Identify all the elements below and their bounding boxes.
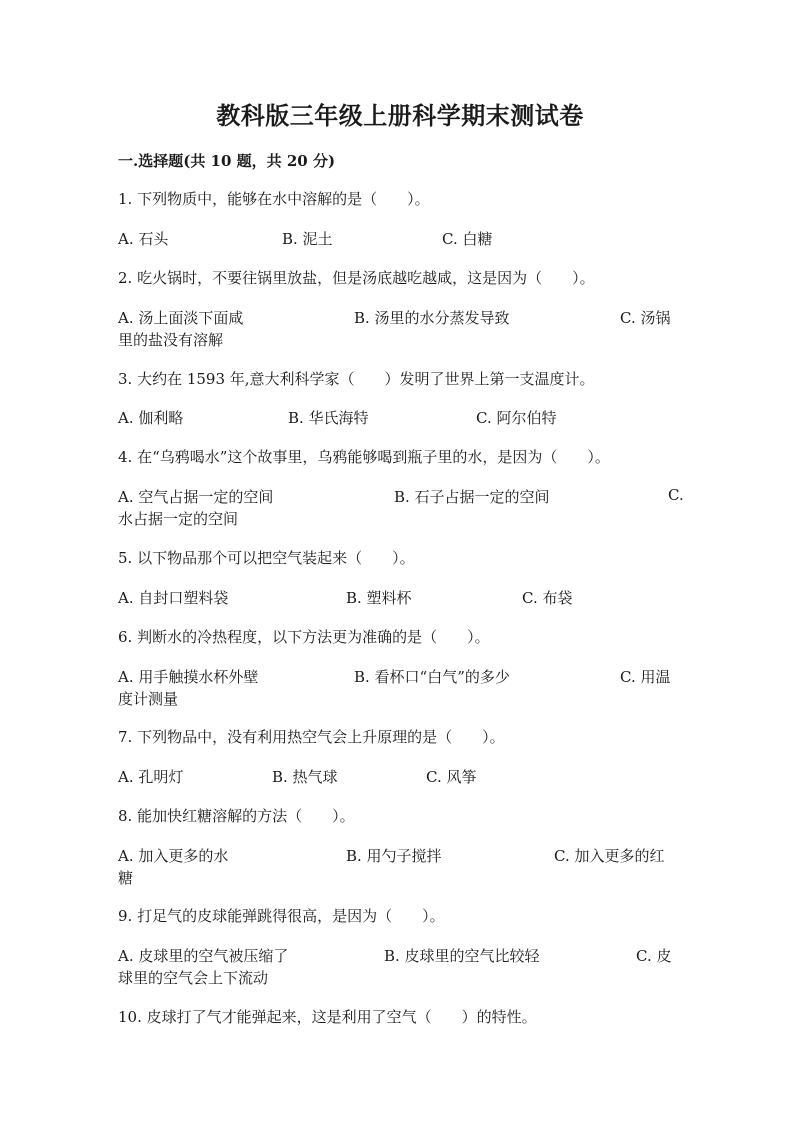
- question-8: 8. 能加快红糖溶解的方法（ ）。: [118, 807, 355, 825]
- option-continuation: 球里的空气会上下流动: [118, 969, 269, 987]
- option-b: B. 看杯口“白气”的多少: [354, 668, 510, 686]
- option-c: C. 白糖: [442, 230, 493, 248]
- option-b: B. 热气球: [272, 768, 338, 786]
- option-a: A. 加入更多的水: [118, 847, 229, 865]
- options-4: [118, 486, 684, 530]
- option-c: C.: [668, 486, 684, 504]
- option-a: A. 自封口塑料袋: [118, 589, 229, 607]
- question-10: 10. 皮球打了气才能弹起来，这是利用了空气（ ）的特性。: [118, 1008, 537, 1026]
- option-a: A. 石头: [118, 230, 169, 248]
- options-5: [118, 587, 684, 609]
- page-title: 教科版三年级上册科学期末测试卷: [216, 101, 584, 130]
- question-2: 2. 吃火锅时，不要往锅里放盐，但是汤底越吃越咸，这是因为（ ）。: [118, 269, 595, 287]
- option-c: C. 用温: [620, 668, 671, 686]
- option-a: A. 孔明灯: [118, 768, 184, 786]
- options-3: [118, 407, 684, 429]
- option-c: C. 皮: [636, 947, 672, 965]
- option-b: B. 汤里的水分蒸发导致: [354, 309, 510, 327]
- options-9: [118, 945, 684, 989]
- option-c: C. 阿尔伯特: [476, 409, 557, 427]
- option-a: A. 皮球里的空气被压缩了: [118, 947, 289, 965]
- option-b: B. 石子占据一定的空间: [394, 488, 550, 506]
- option-continuation: 水占据一定的空间: [118, 510, 239, 528]
- question-3: 3. 大约在 1593 年,意大利科学家（ ）发明了世界上第一支温度计。: [118, 370, 595, 388]
- option-a: A. 伽利略: [118, 409, 184, 427]
- option-b: B. 华氏海特: [288, 409, 369, 427]
- option-b: B. 用勺子搅拌: [346, 847, 442, 865]
- options-8: [118, 845, 684, 889]
- options-2: [118, 307, 684, 351]
- option-a: A. 空气占据一定的空间: [118, 488, 274, 506]
- option-continuation: 度计测量: [118, 690, 179, 708]
- option-b: B. 皮球里的空气比较轻: [384, 947, 540, 965]
- question-1: 1. 下列物质中，能够在水中溶解的是（ ）。: [118, 190, 430, 208]
- section-heading: 一.选择题(共 10 题，共 20 分): [118, 152, 336, 170]
- option-a: A. 用手触摸水杯外壁: [118, 668, 259, 686]
- option-c: C. 汤锅: [620, 309, 671, 327]
- question-5: 5. 以下物品那个可以把空气装起来（ ）。: [118, 549, 415, 567]
- question-4: 4. 在“乌鸦喝水”这个故事里，乌鸦能够喝到瓶子里的水，是因为（ ）。: [118, 448, 610, 466]
- option-b: B. 泥土: [282, 230, 333, 248]
- option-c: C. 加入更多的红: [554, 847, 665, 865]
- option-a: A. 汤上面淡下面咸: [118, 309, 244, 327]
- option-continuation: 糖: [118, 869, 134, 887]
- option-c: C. 风筝: [426, 768, 477, 786]
- question-6: 6. 判断水的冷热程度，以下方法更为准确的是（ ）。: [118, 628, 490, 646]
- question-7: 7. 下列物品中，没有利用热空气会上升原理的是（ ）。: [118, 728, 505, 746]
- question-9: 9. 打足气的皮球能弹跳得很高，是因为（ ）。: [118, 907, 445, 925]
- option-c: C. 布袋: [522, 589, 573, 607]
- option-continuation: 里的盐没有溶解: [118, 331, 224, 349]
- options-6: [118, 666, 684, 710]
- option-b: B. 塑料杯: [346, 589, 412, 607]
- options-1: [118, 228, 684, 250]
- options-7: [118, 766, 684, 788]
